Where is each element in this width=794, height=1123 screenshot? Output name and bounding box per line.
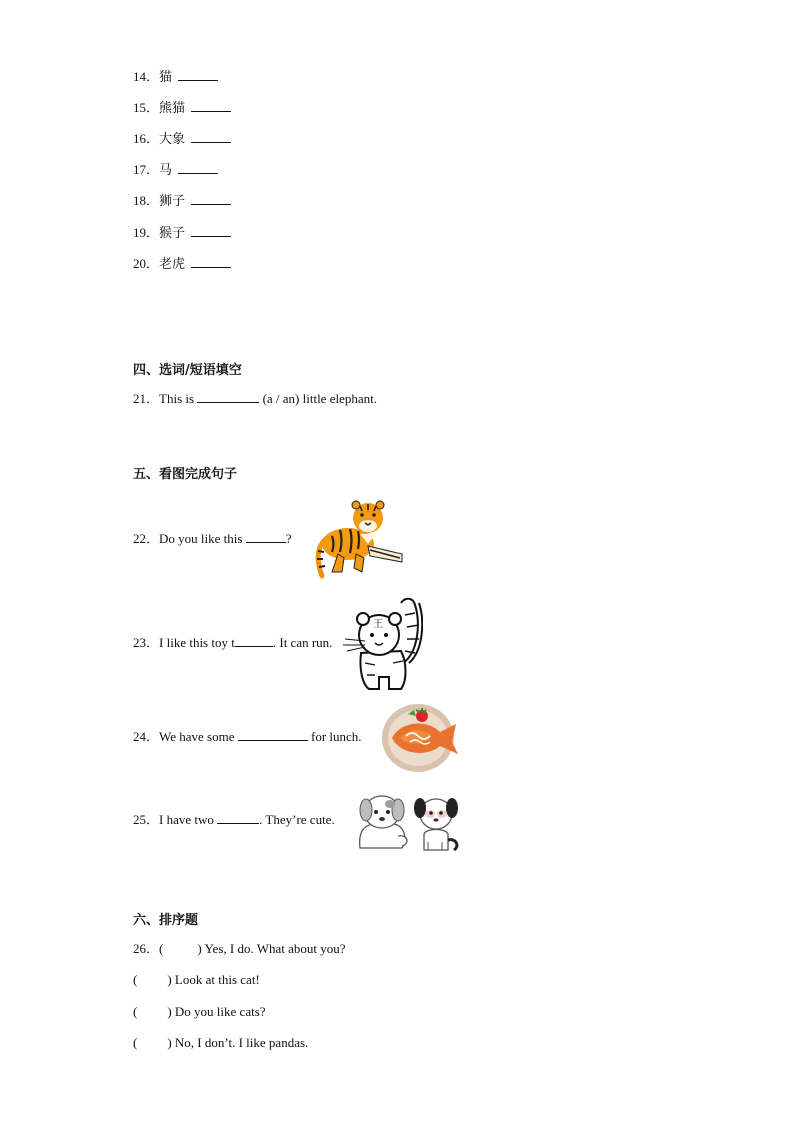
chinese-word: 大象	[159, 131, 186, 146]
answer-blank[interactable]	[191, 255, 231, 268]
vocab-item-17	[133, 161, 218, 178]
question-23	[133, 634, 332, 651]
question-number: 23．	[133, 635, 160, 650]
svg-text:王: 王	[373, 619, 383, 630]
paren-open: (	[159, 941, 164, 956]
question-number: 18．	[133, 193, 160, 208]
question-text: . It can run.	[272, 635, 333, 650]
answer-blank[interactable]	[197, 390, 259, 403]
question-number: 15．	[133, 100, 160, 115]
question-number: 14．	[133, 69, 160, 84]
section-heading-4: 四、选词/短语填空	[133, 363, 242, 378]
answer-blank[interactable]	[191, 99, 231, 112]
chinese-word: 熊猫	[159, 100, 186, 115]
question-number: 26．	[133, 941, 160, 956]
vocab-item-14	[133, 68, 218, 85]
chinese-word: 老虎	[159, 256, 186, 271]
order-item-1	[133, 972, 260, 988]
question-text: for lunch.	[311, 729, 362, 744]
question-number: 19．	[133, 225, 160, 240]
question-text: ?	[285, 531, 292, 546]
chinese-word: 狮子	[159, 193, 186, 208]
answer-blank[interactable]	[191, 130, 231, 143]
tiger-icon	[308, 496, 408, 580]
paren-open: (	[133, 972, 138, 987]
question-number: 25．	[133, 812, 160, 827]
question-text: I have two	[159, 812, 214, 827]
paren-open: (	[133, 1004, 138, 1019]
question-26	[133, 941, 346, 957]
question-22	[133, 530, 291, 547]
question-text: This is	[159, 391, 195, 406]
sentence-text: ) Look at this cat!	[167, 972, 260, 987]
question-number: 22．	[133, 531, 160, 546]
vocab-item-18	[133, 192, 231, 209]
answer-blank[interactable]	[178, 161, 218, 174]
chinese-word: 猴子	[159, 225, 186, 240]
answer-blank[interactable]	[178, 68, 218, 81]
answer-blank[interactable]	[238, 728, 308, 741]
order-item-3	[133, 1035, 308, 1051]
section-heading-5: 五、看图完成句子	[133, 467, 238, 482]
answer-blank[interactable]	[217, 811, 259, 824]
sentence-text: ) No, I don’t. I like pandas.	[167, 1035, 309, 1050]
question-number: 20．	[133, 256, 160, 271]
sentence-text: ) Yes, I do. What about you?	[197, 941, 346, 956]
fish-dish-icon	[380, 700, 462, 774]
question-25	[133, 811, 335, 828]
question-text: We have some	[159, 729, 235, 744]
question-number: 24．	[133, 729, 160, 744]
order-item-2	[133, 1004, 266, 1020]
puppies-icon	[354, 788, 466, 854]
section-heading-6: 六、排序题	[133, 913, 199, 928]
vocab-item-19	[133, 224, 231, 241]
question-number: 16．	[133, 131, 160, 146]
question-number: 21．	[133, 391, 160, 406]
question-24	[133, 728, 362, 745]
vocab-item-15	[133, 99, 231, 116]
sentence-text: ) Do you like cats?	[167, 1004, 266, 1019]
chinese-word: 猫	[159, 69, 173, 84]
answer-blank[interactable]	[235, 634, 273, 647]
question-text: . They’re cute.	[259, 812, 335, 827]
answer-blank[interactable]	[191, 192, 231, 205]
vocab-item-20	[133, 255, 231, 272]
toy-tiger-icon	[343, 593, 423, 693]
answer-blank[interactable]	[246, 530, 286, 543]
chinese-word: 马	[159, 162, 173, 177]
question-21	[133, 390, 377, 407]
vocab-item-16	[133, 130, 231, 147]
paren-open: (	[133, 1035, 138, 1050]
question-text: I like this toy t	[159, 635, 235, 650]
question-text: (a / an) little elephant.	[262, 391, 377, 406]
question-number: 17．	[133, 162, 160, 177]
answer-blank[interactable]	[191, 224, 231, 237]
question-text: Do you like this	[159, 531, 243, 546]
